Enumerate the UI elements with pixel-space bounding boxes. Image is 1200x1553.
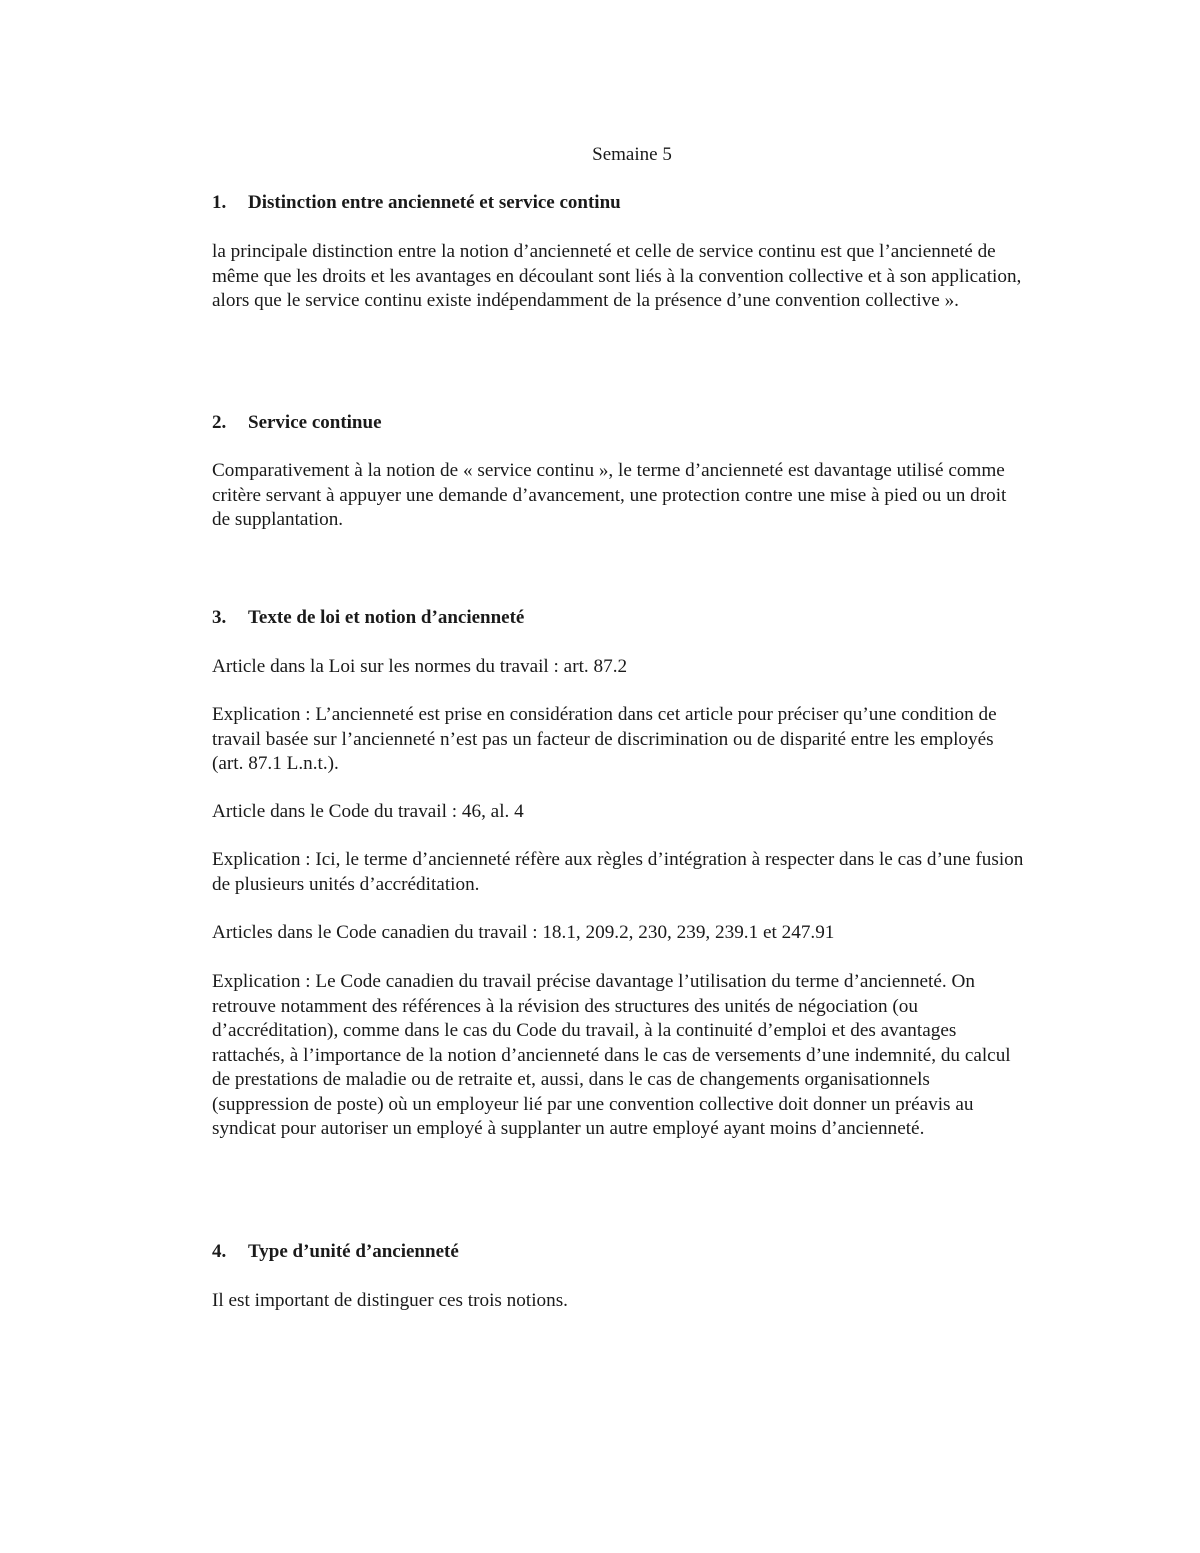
- section-3-paragraph-4: Explication : Ici, le terme d’ancienneté réfère aux règles d’intégration à respecter dans le cas d’une fusion de plusieurs unités d’accréditation.: [212, 849, 1024, 895]
- section-4-number: 4.: [212, 1241, 227, 1262]
- section-3-paragraph-6: Explication : Le Code canadien du travail précise davantage l’utilisation du terme d’ancienneté. On retrouve notamment des références à la révision des structures des unités de négociation (ou d’accréditation), comme dans le cas du Code du travail, à la continuité d’emploi et des avantages rattachés, à l’importance de la notion d’ancienneté dans le cas de versements d’une indemnité, du calcul de prestations de maladie ou de retraite et, aussi, dans le cas de changements organisationnels (suppression de poste) où un employeur lié par une convention collective doit donner un préavis au syndicat pour autoriser un employé à supplanter un autre employé ayant moins d’ancienneté.: [212, 971, 1011, 1139]
- section-2-heading: [212, 411, 382, 435]
- section-4-heading: [212, 1240, 459, 1264]
- document-title: Semaine 5: [592, 144, 672, 165]
- section-4-paragraph: Il est important de distinguer ces trois notions.: [212, 1290, 568, 1311]
- section-3-heading: [212, 606, 524, 630]
- section-3-paragraph-2: Explication : L’ancienneté est prise en considération dans cet article pour préciser qu’une condition de travail basée sur l’ancienneté n’est pas un facteur de discrimination ou de disparité entre les employés (art. 87.1 L.n.t.).: [212, 704, 997, 774]
- section-4-title: Type d’unité d’ancienneté: [248, 1241, 459, 1262]
- section-3-title: Texte de loi et notion d’ancienneté: [248, 607, 525, 628]
- section-3-number: 3.: [212, 607, 227, 628]
- section-3-paragraph-1: Article dans la Loi sur les normes du travail : art. 87.2: [212, 656, 628, 677]
- section-1-title: Distinction entre ancienneté et service continu: [248, 192, 621, 213]
- section-2-title: Service continue: [248, 412, 382, 433]
- section-2-paragraph: Comparativement à la notion de « service continu », le terme d’ancienneté est davantage utilisé comme critère servant à appuyer une demande d’avancement, une protection contre une mise à pied ou un droit de supplantation.: [212, 460, 1007, 530]
- section-3-paragraph-3: Article dans le Code du travail : 46, al. 4: [212, 801, 524, 822]
- section-2-number: 2.: [212, 412, 227, 433]
- section-1-paragraph: la principale distinction entre la notion d’ancienneté et celle de service continu est que l’ancienneté de même que les droits et les avantages en découlant sont liés à la convention collective et à son application, alors que le service continu existe indépendamment de la présence d’une convention collective ».: [212, 241, 1022, 311]
- section-1-number: 1.: [212, 192, 227, 213]
- section-1-heading: [212, 191, 621, 215]
- section-3-paragraph-5: Articles dans le Code canadien du travail : 18.1, 209.2, 230, 239, 239.1 et 247.91: [212, 922, 835, 943]
